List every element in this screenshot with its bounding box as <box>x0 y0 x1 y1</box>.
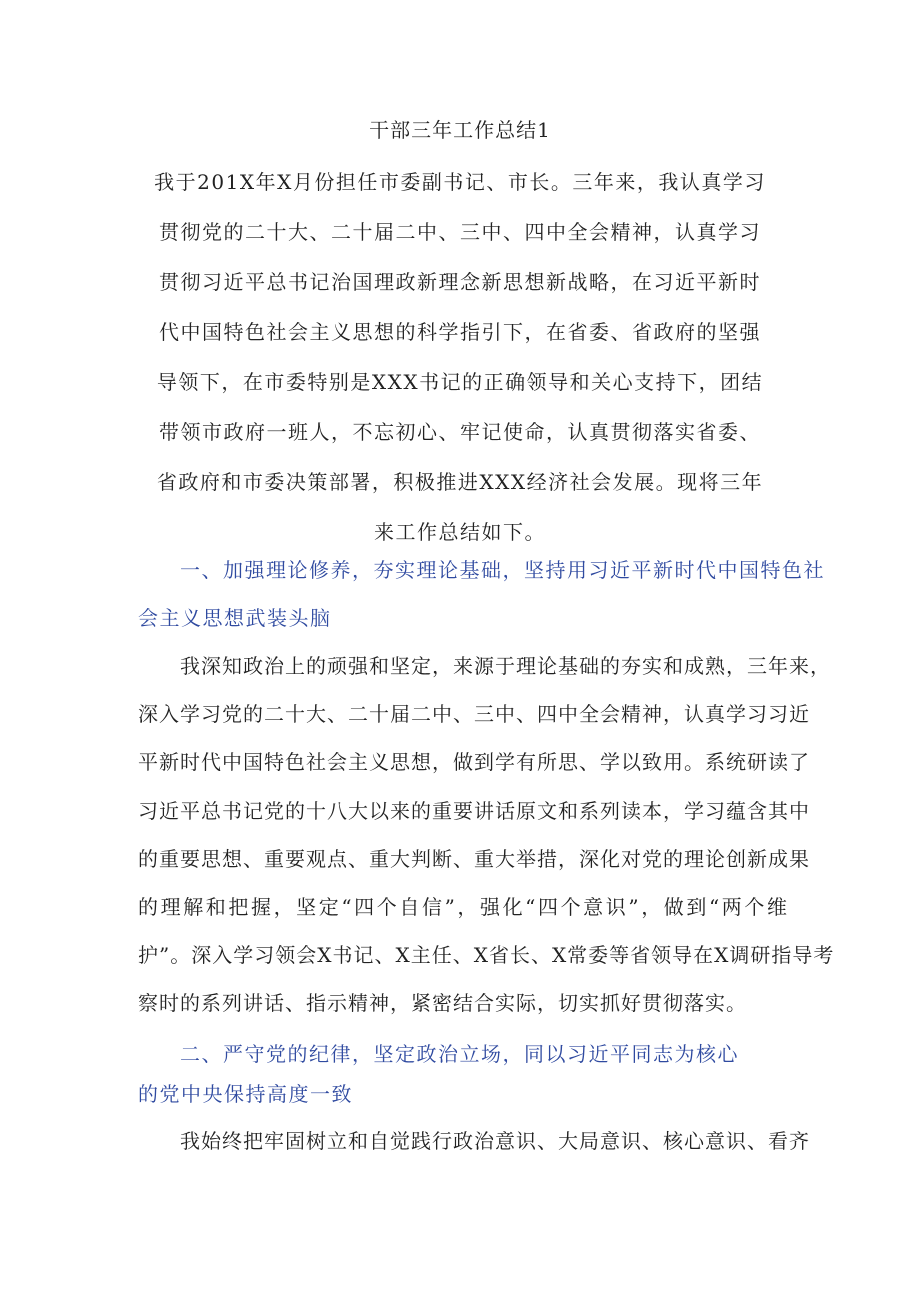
intro-line: 我于201X年X月份担任市委副书记、市长。三年来，我认真学习 <box>154 170 766 194</box>
intro-line: 导领下，在市委特别是XXX书记的正确领导和关心支持下，团结 <box>156 370 764 394</box>
body-line: 的理解和把握，坚定“四个自信”，强化“四个意识”，做到“两个维 <box>138 895 788 919</box>
body-line: 护”。深入学习领会X书记、X主任、X省长、X常委等省领导在X调研指导考 <box>138 943 835 967</box>
body-line: 习近平总书记党的十八大以来的重要讲话原文和系列读本，学习蕴含其中 <box>138 799 810 823</box>
document-title: 干部三年工作总结1 <box>369 118 551 142</box>
section-heading: 一、加强理论修养，夯实理论基础，坚持用习近平新时代中国特色社 <box>180 558 825 582</box>
body-line: 我始终把牢固树立和自觉践行政治意识、大局意识、核心意识、看齐 <box>180 1129 810 1153</box>
section-heading: 二、严守党的纪律，坚定政治立场，同以习近平同志为核心 <box>180 1042 739 1066</box>
body-line: 察时的系列讲话、指示精神，紧密结合实际，切实抓好贯彻落实。 <box>138 991 747 1015</box>
intro-line: 贯彻习近平总书记治国理政新理念新思想新战略，在习近平新时 <box>159 270 761 294</box>
section-heading: 会主义思想武装头脑 <box>138 606 332 630</box>
body-line: 的重要思想、重要观点、重大判断、重大举措，深化对党的理论创新成果 <box>138 847 810 871</box>
intro-line: 来工作总结如下。 <box>374 520 546 544</box>
intro-line: 贯彻党的二十大、二十届二中、三中、四中全会精神，认真学习 <box>159 220 761 244</box>
body-line: 平新时代中国特色社会主义思想，做到学有所思、学以致用。系统研读了 <box>138 750 810 774</box>
intro-line: 代中国特色社会主义思想的科学指引下，在省委、省政府的坚强 <box>159 320 761 344</box>
body-line: 深入学习党的二十大、二十届二中、三中、四中全会精神，认真学习习近 <box>138 702 810 726</box>
intro-line: 带领市政府一班人，不忘初心、牢记使命，认真贯彻落实省委、 <box>159 420 761 444</box>
body-line: 我深知政治上的顽强和坚定，来源于理论基础的夯实和成熟，三年来， <box>180 654 831 678</box>
intro-line: 省政府和市委决策部署，积极推进XXX经济社会发展。现将三年 <box>156 470 764 494</box>
section-heading: 的党中央保持高度一致 <box>138 1082 353 1106</box>
